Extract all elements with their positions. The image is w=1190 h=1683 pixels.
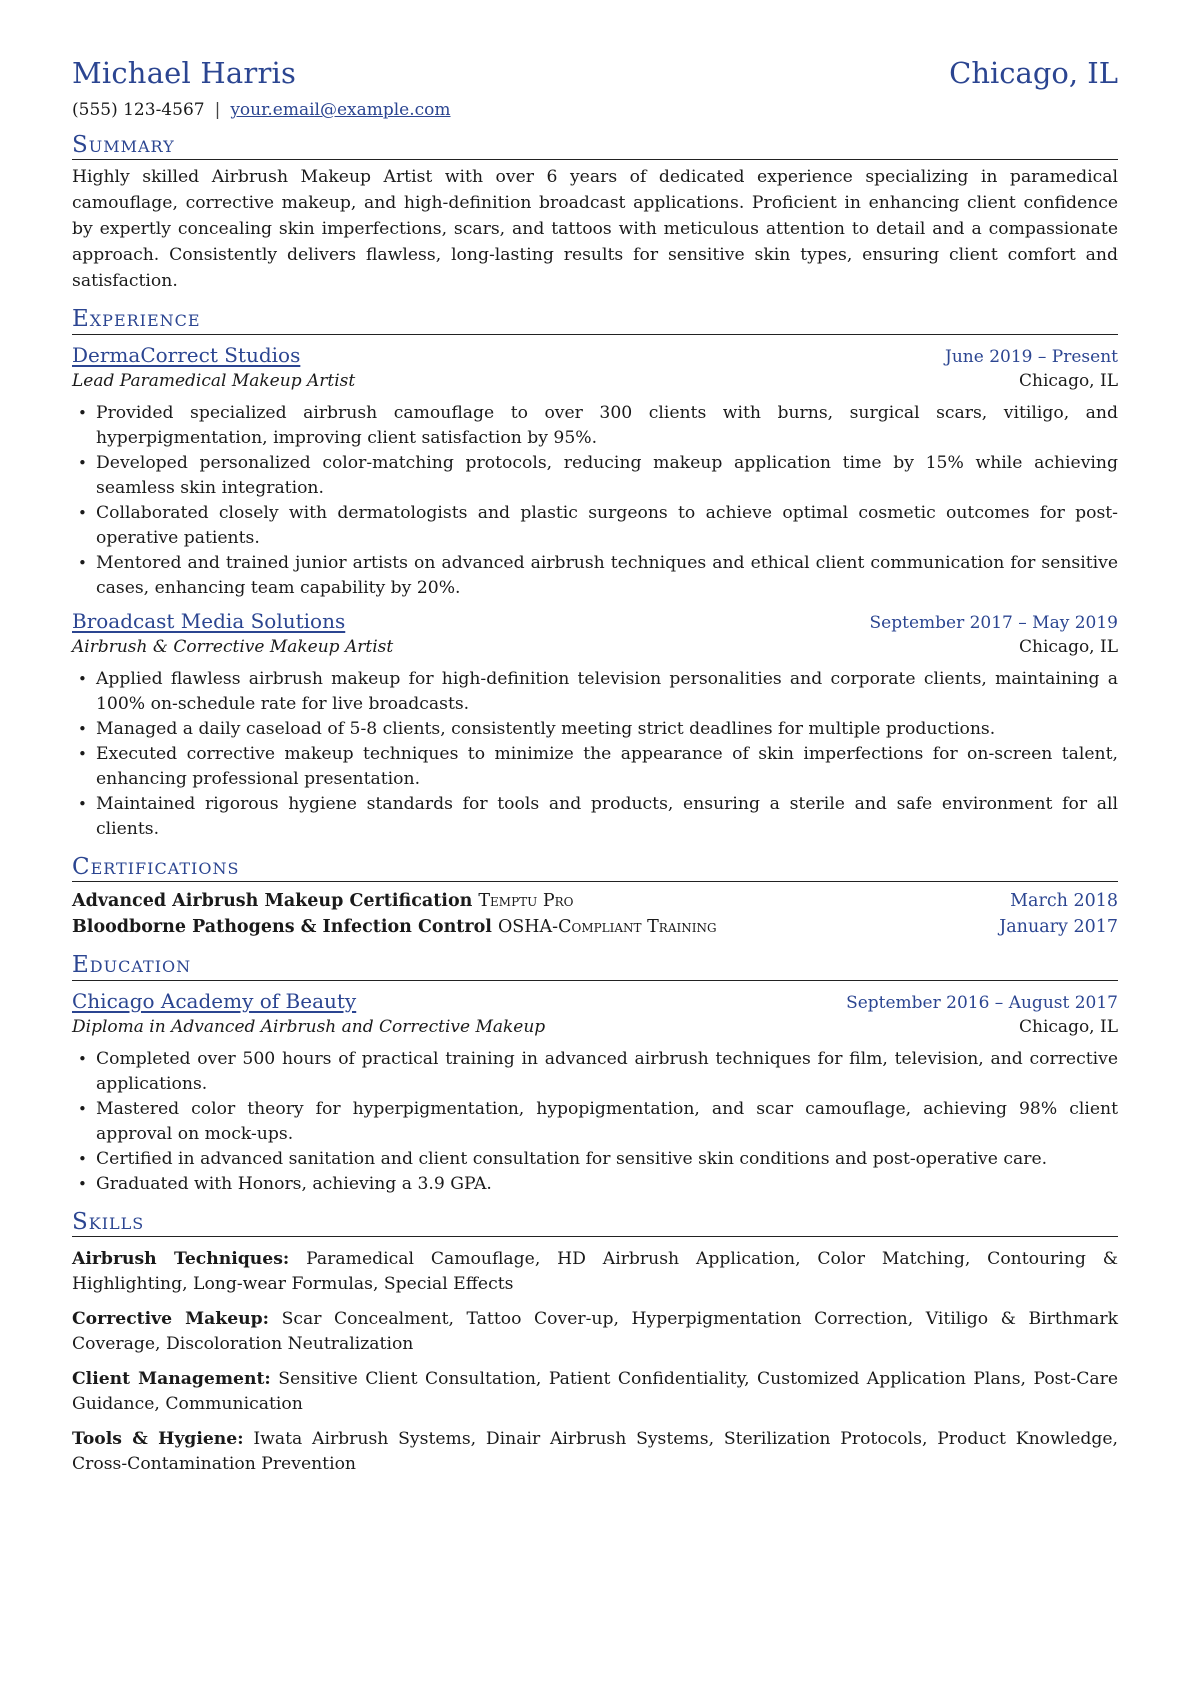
bullet-item: • Collaborated closely with dermatologists and plastic surgeons to achieve optimal cosmetic outcomes for post-operative patients. xyxy=(72,501,1118,551)
bullet-item: • Managed a daily caseload of 5-8 clients, consistently meeting strict deadlines for multiple productions. xyxy=(72,717,1118,742)
skill-group xyxy=(72,1247,1118,1297)
bullet-item: • Mastered color theory for hyperpigmentation, hypopigmentation, and scar camouflage, achieving 98% client approval on mock-ups. xyxy=(72,1097,1118,1147)
education-bullets xyxy=(72,1047,1118,1197)
skill-list: Paramedical Camouflage, HD Airbrush Application, Color Matching, Contouring & Highlighting, Long-wear Formulas, Special Effects xyxy=(72,1249,1119,1295)
certification-name: Advanced Airbrush Makeup Certification xyxy=(72,891,473,912)
skill-group xyxy=(72,1307,1118,1357)
skill-label: Corrective Makeup: xyxy=(72,1309,269,1330)
bullet-item: • Mentored and trained junior artists on advanced airbrush techniques and ethical client communication for sensitive cases, enhancing team capability by 20%. xyxy=(72,551,1118,601)
skill-label: Airbrush Techniques: xyxy=(72,1249,290,1270)
skill-group xyxy=(72,1427,1118,1477)
contact-separator: | xyxy=(214,100,221,120)
employment-dates: June 2019 – Present xyxy=(945,346,1118,367)
certifications-heading: Certifications xyxy=(72,854,1118,882)
job-location: Chicago, IL xyxy=(1019,370,1118,391)
summary-heading: Summary xyxy=(72,132,1118,160)
employer-name[interactable]: Broadcast Media Solutions xyxy=(72,608,346,633)
job-title: Airbrush & Corrective Makeup Artist xyxy=(72,636,394,657)
certification-date: January 2017 xyxy=(999,917,1118,938)
school-name[interactable]: Chicago Academy of Beauty xyxy=(72,988,357,1013)
skill-label: Tools & Hygiene: xyxy=(72,1429,244,1450)
bullet-item: • Provided specialized airbrush camouflage to over 300 clients with burns, surgical scars, vitiligo, and hyperpigmentation, improving client satisfaction by 95%. xyxy=(72,401,1118,451)
degree-title: Diploma in Advanced Airbrush and Corrective Makeup xyxy=(72,1016,546,1037)
email-link[interactable]: your.email@example.com xyxy=(230,100,451,120)
job-location: Chicago, IL xyxy=(1019,636,1118,657)
skill-list: Sensitive Client Consultation, Patient Confidentiality, Customized Application Plans, Post-Care Guidance, Communication xyxy=(72,1369,1118,1415)
experience-heading: Experience xyxy=(72,306,1118,334)
job-bullets xyxy=(72,401,1118,601)
contact-line xyxy=(72,100,1118,120)
certifications-list xyxy=(72,888,1118,940)
candidate-name: Michael Harris xyxy=(72,56,297,90)
certification-item xyxy=(72,914,1118,940)
bullet-item: • Completed over 500 hours of practical training in advanced airbrush techniques for film, television, and corrective applications. xyxy=(72,1047,1118,1097)
bullet-item: • Certified in advanced sanitation and client consultation for sensitive skin conditions and post-operative care. xyxy=(72,1147,1118,1172)
bullet-item: • Applied flawless airbrush makeup for high-definition television personalities and corporate clients, maintaining a 100% on-schedule rate for live broadcasts. xyxy=(72,667,1118,717)
summary-text: Highly skilled Airbrush Makeup Artist with over 6 years of dedicated experience specializing in paramedical camouflage, corrective makeup, and high-definition broadcast applications. Proficient in enhancing client confidence by expertly concealing skin imperfections, scars, and tattoos with meticulous attention to detail and a compassionate approach. Consistently delivers flawless, long-lasting results for sensitive skin types, ensuring client comfort and satisfaction. xyxy=(72,167,1118,292)
bullet-item: • Graduated with Honors, achieving a 3.9 GPA. xyxy=(72,1172,1118,1197)
resume-header xyxy=(72,56,1118,90)
skill-group xyxy=(72,1367,1118,1417)
employment-dates: September 2017 – May 2019 xyxy=(869,612,1118,633)
certification-item xyxy=(72,888,1118,914)
certification-issuer: Temptu Pro xyxy=(478,891,574,912)
candidate-location: Chicago, IL xyxy=(949,56,1118,90)
bullet-item: • Developed personalized color-matching protocols, reducing makeup application time by 15% while achieving seamless skin integration. xyxy=(72,451,1118,501)
employer-name[interactable]: DermaCorrect Studios xyxy=(72,342,301,367)
phone-number: (555) 123-4567 xyxy=(72,100,205,120)
skills-heading: Skills xyxy=(72,1209,1118,1237)
school-location: Chicago, IL xyxy=(1019,1016,1118,1037)
education-heading: Education xyxy=(72,952,1118,980)
skill-list: Scar Concealment, Tattoo Cover-up, Hyperpigmentation Correction, Vitiligo & Birthmark Coverage, Discoloration Neutralization xyxy=(72,1309,1118,1355)
skill-list: Iwata Airbrush Systems, Dinair Airbrush Systems, Sterilization Protocols, Product Knowledge, Cross-Contamination Prevention xyxy=(72,1429,1119,1475)
certification-issuer: OSHA-Compliant Training xyxy=(497,917,717,938)
experience-entry xyxy=(72,343,1118,601)
job-title: Lead Paramedical Makeup Artist xyxy=(72,370,356,391)
certification-name: Bloodborne Pathogens & Infection Control xyxy=(72,917,492,938)
bullet-item: • Executed corrective makeup techniques to minimize the appearance of skin imperfections for on-screen talent, enhancing professional presentation. xyxy=(72,742,1118,792)
education-entry xyxy=(72,989,1118,1197)
education-dates: September 2016 – August 2017 xyxy=(846,992,1118,1013)
skill-label: Client Management: xyxy=(72,1369,271,1390)
certification-date: March 2018 xyxy=(1010,891,1118,912)
job-bullets xyxy=(72,667,1118,842)
experience-entry xyxy=(72,609,1118,842)
bullet-item: • Maintained rigorous hygiene standards for tools and products, ensuring a sterile and safe environment for all clients. xyxy=(72,792,1118,842)
